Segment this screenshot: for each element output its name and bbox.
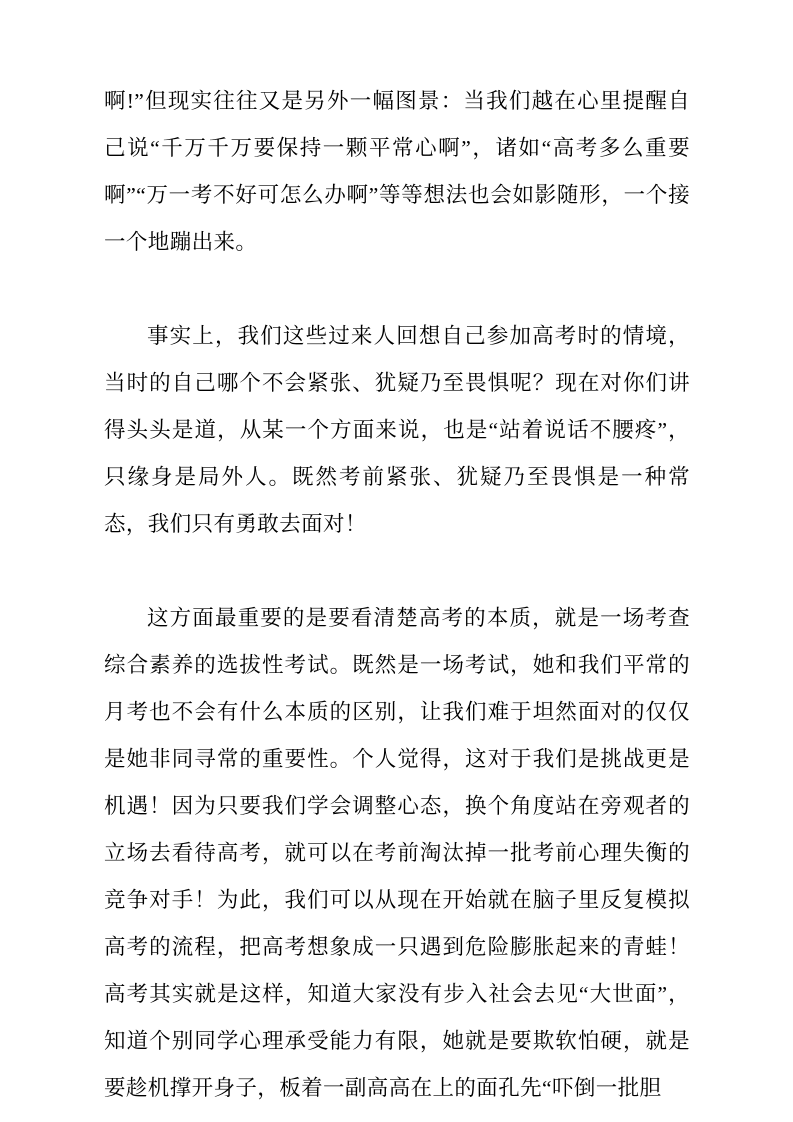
- paragraph: 啊!”但现实往往又是另外一幅图景：当我们越在心里提醒自己说“千万千万要保持一颗平常心啊”，诸如“高考多么重要啊”“万一考不好可怎么办啊”等等想法也会如影随形，一个接一个地蹦出来。: [104, 89, 690, 254]
- paragraph: 事实上，我们这些过来人回想自己参加高考时的情境，当时的自己哪个不会紧张、犹疑乃至畏惧呢？现在对你们讲得头头是道，从某一个方面来说，也是“站着说话不腰疼”，只缘身是局外人。既然考前紧张、犹疑乃至畏惧是一种常态，我们只有勇敢去面对！: [104, 324, 690, 536]
- paragraph: 这方面最重要的是要看清楚高考的本质，就是一场考查综合素养的选拔性考试。既然是一场考试，她和我们平常的月考也不会有什么本质的区别，让我们难于坦然面对的仅仅是她非同寻常的重要性。个人觉得，这对于我们是挑战更是机遇！因为只要我们学会调整心态，换个角度站在旁观者的立场去看待高考，就可以在考前淘汰掉一批考前心理失衡的竞争对手！为此，我们可以从现在开始就在脑子里反复模拟高考的流程，把高考想象成一只遇到危险膨胀起来的青蛙！高考其实就是这样，知道大家没有步入社会去见“大世面”，知道个别同学心理承受能力有限，她就是要欺软怕硬，就是要趁机撑开身子，板着一副高高在上的面孔先“吓倒一批胆: [104, 606, 690, 1100]
- document-body: [104, 78, 690, 1112]
